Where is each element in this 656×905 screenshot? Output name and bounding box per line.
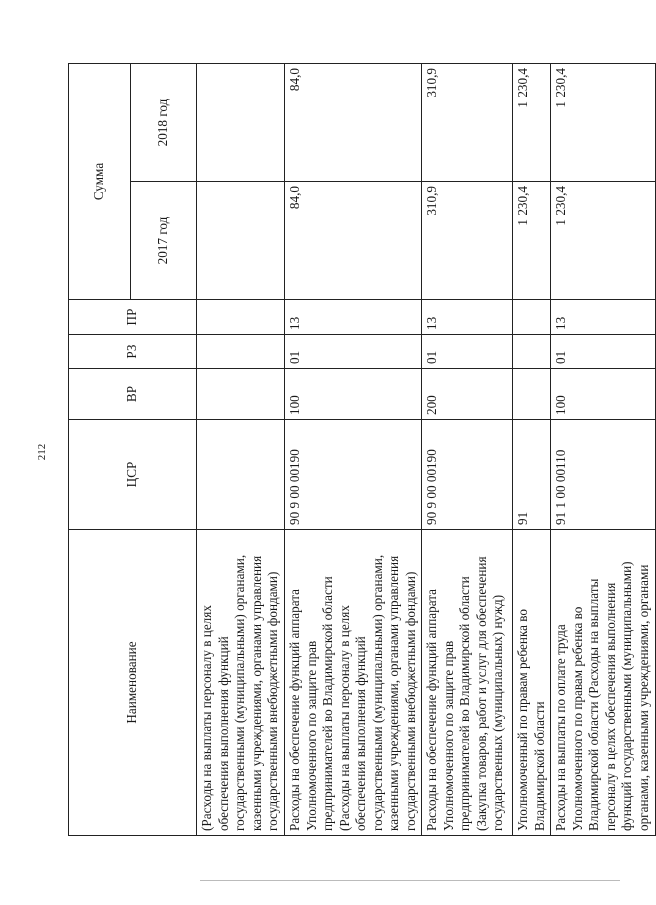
cell-rz <box>197 335 285 369</box>
cell-vr: 100 <box>285 369 422 420</box>
cell-rz: 01 <box>551 335 656 369</box>
cell-2018: 1 230,4 <box>551 64 656 182</box>
cell-rz: 01 <box>285 335 422 369</box>
cell-pr: 13 <box>422 300 513 335</box>
cell-csr: 91 <box>513 420 551 530</box>
header-vr: ВР <box>69 369 197 420</box>
cell-2018: 310,9 <box>422 64 513 182</box>
cell-2017 <box>197 182 285 300</box>
cell-2018: 1 230,4 <box>513 64 551 182</box>
header-name: Наименование <box>69 530 197 836</box>
cell-csr: 90 9 00 00190 <box>422 420 513 530</box>
table-row <box>551 64 656 836</box>
cell-rz: 01 <box>422 335 513 369</box>
cell-pr: 13 <box>285 300 422 335</box>
scan-edge-line <box>200 880 620 881</box>
header-year-2018: 2018 год <box>131 64 197 182</box>
cell-2017: 310,9 <box>422 182 513 300</box>
table-row <box>422 64 513 836</box>
cell-2018: 84,0 <box>285 64 422 182</box>
rotated-table-area <box>68 64 651 836</box>
table-row <box>513 64 551 836</box>
header-csr: ЦСР <box>69 420 197 530</box>
header-rz: РЗ <box>69 335 197 369</box>
cell-name: Расходы на обеспечение функций аппарата Уполномоченного по защите прав предпринимателей во Владимирской области (Закупка товаров, работ и услуг для обеспечения государственных (муниципальных) нужд) <box>422 530 513 836</box>
cell-pr <box>197 300 285 335</box>
cell-csr <box>197 420 285 530</box>
cell-pr <box>513 300 551 335</box>
cell-csr: 91 1 00 00110 <box>551 420 656 530</box>
header-year-2017: 2017 год <box>131 182 197 300</box>
cell-vr: 100 <box>551 369 656 420</box>
cell-vr <box>197 369 285 420</box>
cell-name: Расходы на выплаты по оплате труда Уполномоченного по правам ребенка во Владимирской области (Расходы на выплаты персоналу в целях обеспечения выполнения функций государственными (муниципальными) органами, казенными учреждениями, органами <box>551 530 656 836</box>
cell-vr <box>513 369 551 420</box>
budget-table <box>68 63 656 836</box>
header-sum: Сумма <box>69 64 131 300</box>
table-row <box>285 64 422 836</box>
table-container <box>68 64 651 836</box>
table-row <box>197 64 285 836</box>
cell-name: (Расходы на выплаты персоналу в целях обеспечения выполнения функций государственными (муниципальными) органами, казенными учреждениями, органами управления государственными внебюджетными фондами) <box>197 530 285 836</box>
cell-pr: 13 <box>551 300 656 335</box>
cell-2017: 84,0 <box>285 182 422 300</box>
cell-2018 <box>197 64 285 182</box>
header-pr: ПР <box>69 300 197 335</box>
cell-csr: 90 9 00 00190 <box>285 420 422 530</box>
cell-name: Расходы на обеспечение функций аппарата Уполномоченного по защите прав предпринимателей во Владимирской области (Расходы на выплаты персоналу в целях обеспечения выполнения функций государственными (муниципальными) органами, казенными учреждениями, органами управления государственными внебюджетными фондами) <box>285 530 422 836</box>
cell-vr: 200 <box>422 369 513 420</box>
cell-name: Уполномоченный по правам ребенка во Владимирской области <box>513 530 551 836</box>
cell-2017: 1 230,4 <box>551 182 656 300</box>
cell-2017: 1 230,4 <box>513 182 551 300</box>
page-number: 212 <box>36 443 48 461</box>
cell-rz <box>513 335 551 369</box>
